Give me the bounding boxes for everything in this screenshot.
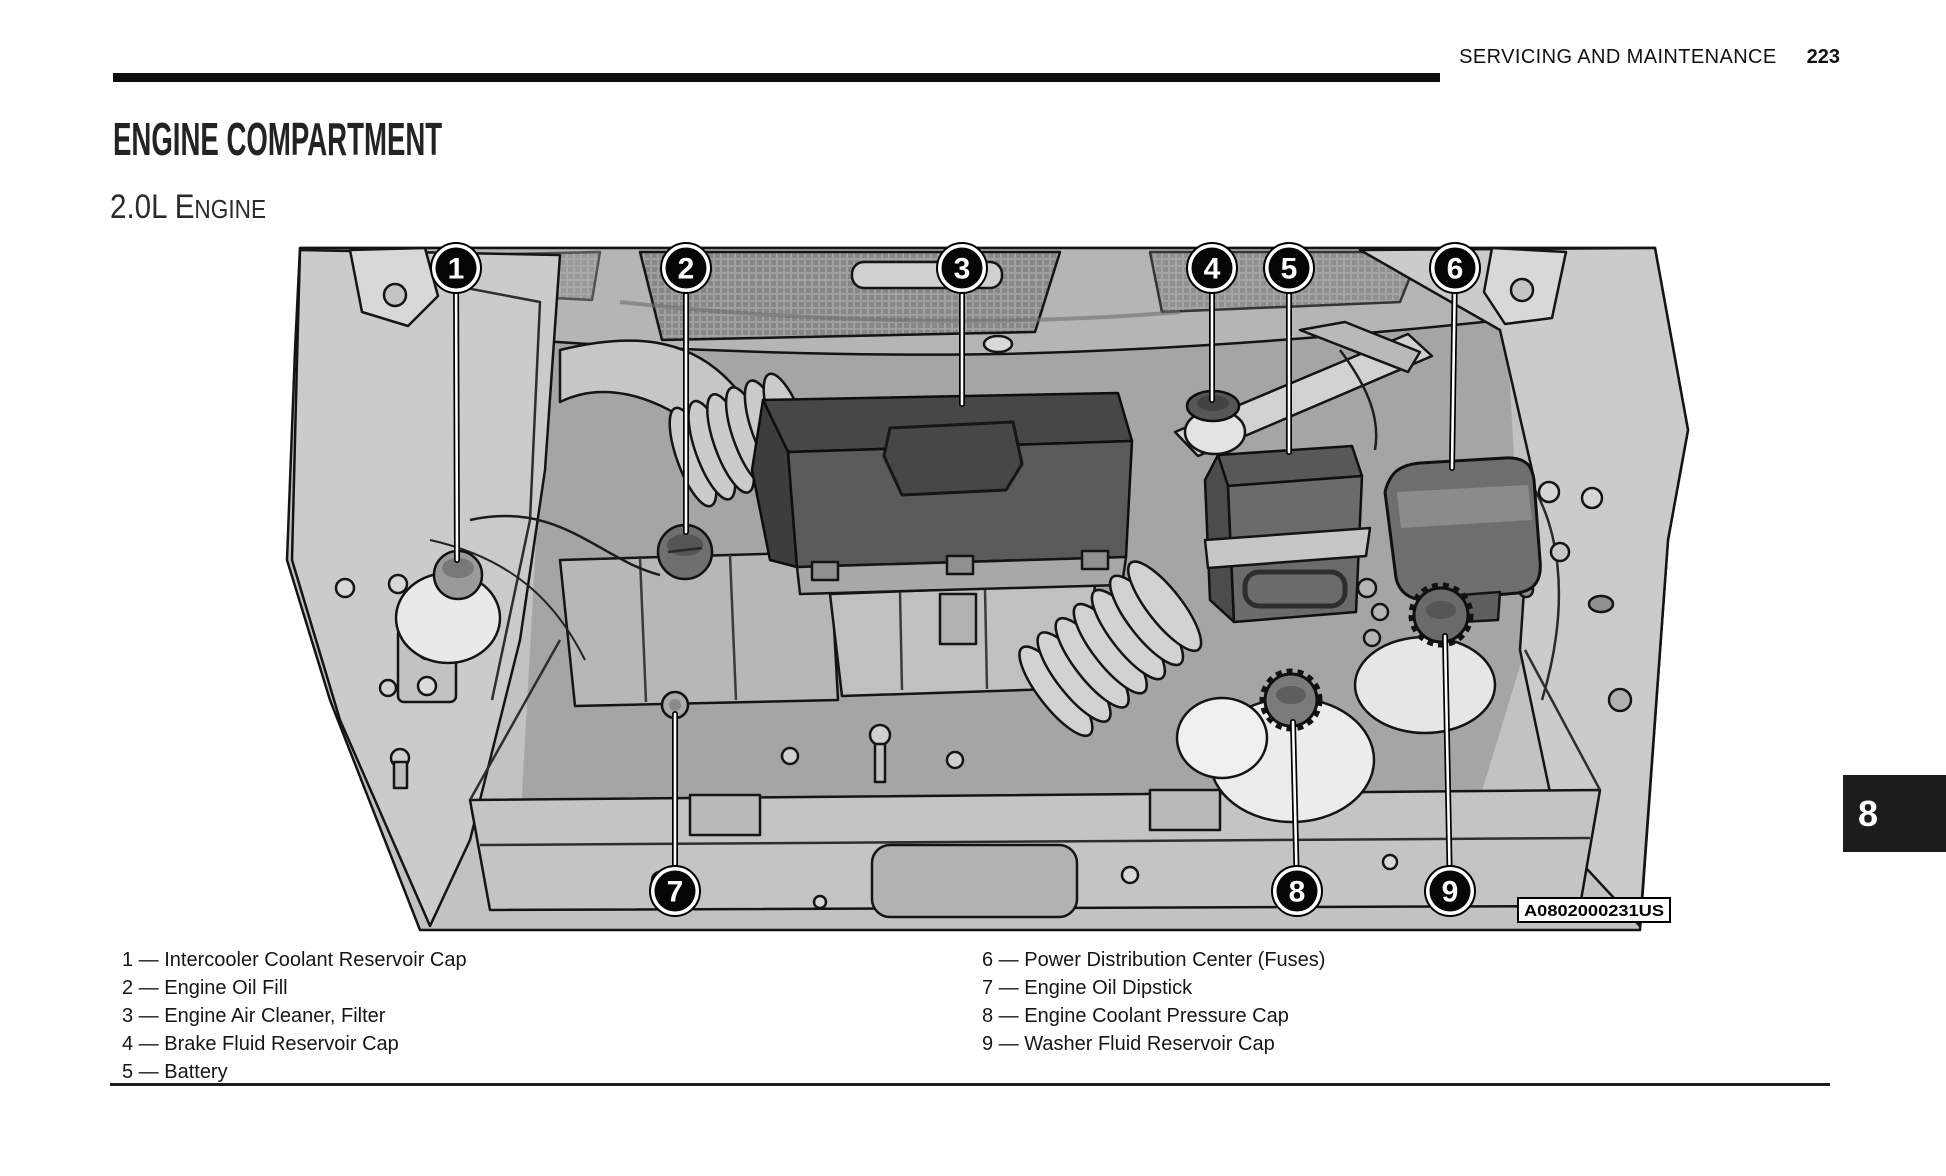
legend-item-9: 9 — Washer Fluid Reservoir Cap <box>982 1033 1275 1055</box>
brake-fluid-reservoir <box>1185 391 1245 454</box>
figure-watermark-text: A0802000231US <box>1524 903 1665 920</box>
engine-subtitle-large: 2.0L E <box>110 188 195 226</box>
air-cleaner-box <box>752 393 1132 594</box>
svg-text:1: 1 <box>447 252 465 286</box>
legend-item-2: 2 — Engine Oil Fill <box>122 977 288 999</box>
legend-item-4: 4 — Brake Fluid Reservoir Cap <box>122 1033 399 1055</box>
svg-text:2: 2 <box>677 252 695 286</box>
legend-item-7: 7 — Engine Oil Dipstick <box>982 977 1193 999</box>
engine-compartment-figure <box>285 225 1690 935</box>
svg-text:3: 3 <box>953 252 971 286</box>
svg-text:8: 8 <box>1288 875 1306 909</box>
page-title: ENGINE COMPARTMENT <box>113 113 443 165</box>
engine-subtitle <box>110 188 266 227</box>
svg-text:6: 6 <box>1446 252 1464 286</box>
svg-text:5: 5 <box>1280 252 1298 286</box>
section-title: SERVICING AND MAINTENANCE <box>1459 46 1777 68</box>
legend-right-column <box>982 946 1325 1058</box>
svg-text:9: 9 <box>1441 875 1459 909</box>
legend-item-5: 5 — Battery <box>122 1061 228 1083</box>
legend-item-6: 6 — Power Distribution Center (Fuses) <box>982 949 1326 971</box>
legend-item-3: 3 — Engine Air Cleaner, Filter <box>122 1005 386 1027</box>
figure-watermark <box>1518 898 1670 922</box>
bottom-rule <box>110 1083 1830 1086</box>
legend-left-column <box>122 946 467 1086</box>
chapter-tab-label: 8 <box>1858 792 1879 834</box>
legend-item-1: 1 — Intercooler Coolant Reservoir Cap <box>122 949 467 971</box>
svg-text:4: 4 <box>1203 252 1221 286</box>
svg-text:7: 7 <box>666 875 684 909</box>
page-number: 223 <box>1806 46 1840 68</box>
engine-subtitle-small: NGINE <box>194 194 267 224</box>
header-rule <box>113 73 1440 82</box>
running-head <box>1459 46 1840 69</box>
legend-item-8: 8 — Engine Coolant Pressure Cap <box>982 1005 1289 1027</box>
chapter-tab[interactable] <box>1843 775 1946 852</box>
